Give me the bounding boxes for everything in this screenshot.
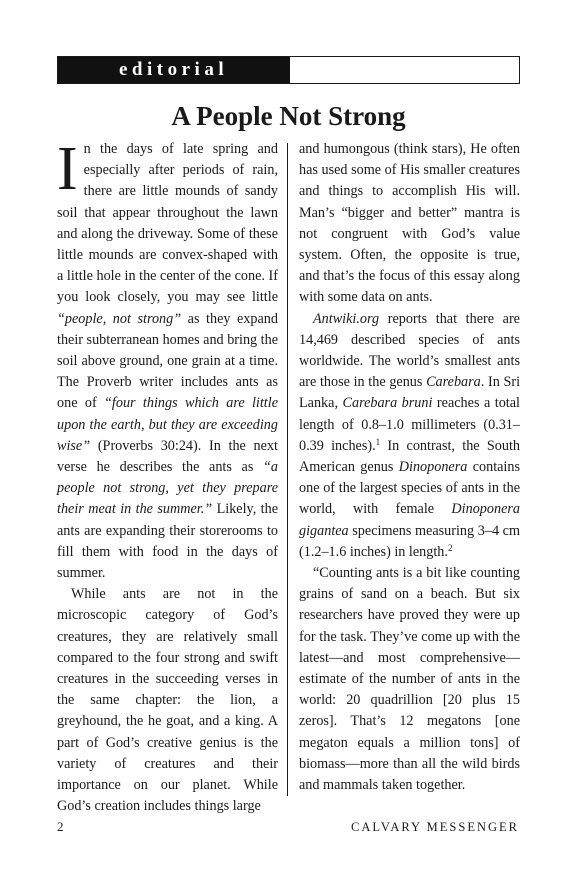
section-rule-box: [290, 57, 519, 83]
publication-name: CALVARY MESSENGER: [351, 820, 519, 834]
footnote-ref-2: 2: [447, 542, 453, 553]
section-header: [57, 56, 520, 84]
quote-four-things: “four things which are little upon the earth, but they are exceeding wise”: [57, 395, 278, 454]
paragraph-2-continued: and humongous (think stars), He often has used some of His smaller creatures and things to accomplish His will. Man’s “bigger and better” mantra is not congruent with God’s value system. Often, the opposite is true, and that’s the focus of this essay along with some data on ants.: [299, 141, 520, 306]
column-divider: [287, 143, 288, 796]
paragraph-2: While ants are not in the microscopic category of God’s creatures, they are relatively small compared to the four strong and swift creatures in the succeeding verses in the same chapter: the lion, a greyhound, the he goat, and a king. A part of God’s creative genius is the variety of creatures and their importance on our planet. While God’s creation includes things large: [57, 586, 278, 815]
quote-prepare-meat: “a people not strong, yet they prepare their meat in the summer.”: [57, 459, 278, 518]
page-number: 2: [57, 819, 64, 834]
right-column: [299, 139, 520, 796]
paragraph-4: “Counting ants is a bit like counting grains of sand on a beach. But six researchers have proved they were up for the task. They’ve come up with the latest—and most comprehensive—estimate of the number of ants in the world: 20 quadrillion [20 plus 15 zeros]. That’s 12 megatons [one megaton equals a million tons] of biomass—more than all the wild birds and mammals taken together.: [299, 565, 520, 794]
paragraph-1: In the days of late spring and especially after periods of rain, there are little mounds of sandy soil that appear throughout the lawn and along the driveway. Some of these little mounds are convex-shaped with a little hole in the center of the cone. If you look closely, you may see little “people, not strong” as they expand their subterranean homes and bring the soil above ground, one grain at a time. The Proverb writer includes ants as one of “four things which are little upon the earth, but they are exceeding wise” (Proverbs 30:24). In the next verse he describes the ants as “a people not strong, yet they prepare their meat in the summer.” Likely, the ants are expanding their storerooms to fill them with food in the days of summer.: [57, 135, 279, 582]
left-column: [57, 135, 279, 818]
footnote-ref-1: 1: [375, 436, 381, 447]
section-label: editorial: [58, 57, 290, 83]
paragraph-3: Antwiki.org reports that there are 14,469 described species of ants worldwide. The world’s smallest ants are those in the genus Carebara. In Sri Lanka, Carebara bruni reaches a total length of 0.8–1.0 millimeters (0.31–0.39 inches).$^1$ In contrast, the South American genus Dinoponera contains one of the largest species of ants in the world, with female Dinoponera gigantea specimens measuring 3–4 cm (1.2–1.6 inches) in length.$^2$: [299, 310, 521, 560]
article-title: A People Not Strong: [171, 101, 406, 131]
quote-people-not-strong: “people, not strong”: [57, 310, 182, 327]
drop-cap: I: [57, 135, 78, 203]
source-site: Antwiki.org: [313, 310, 380, 327]
